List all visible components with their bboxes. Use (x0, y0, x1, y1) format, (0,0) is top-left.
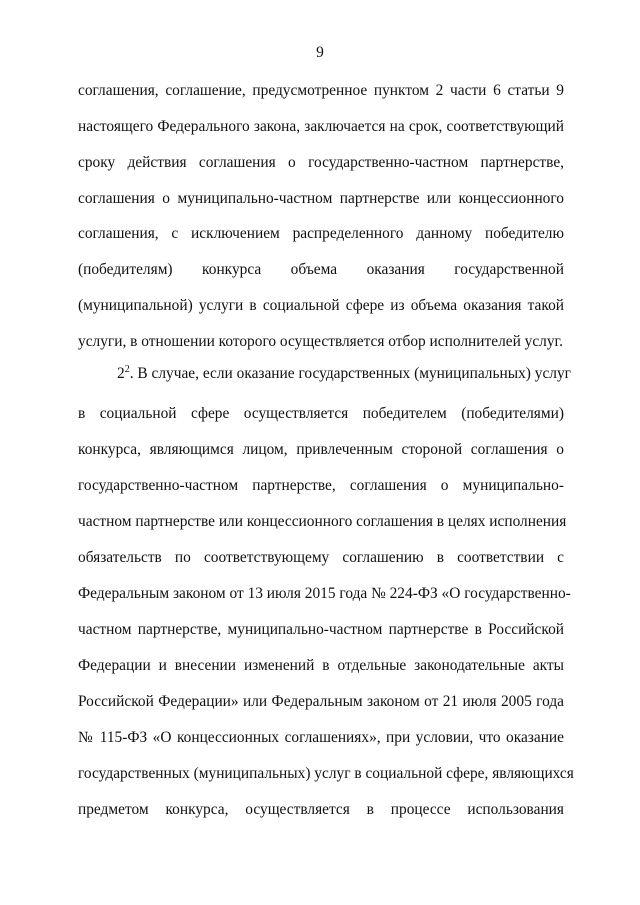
text-line-16: частном партнерстве, муниципально-частном партнерстве в Российской (78, 621, 564, 638)
text-line-11: конкурса, являющимся лицом, привлеченным стороной соглашения о (78, 441, 564, 458)
text-line-8: услуги, в отношении которого осуществляется отбор исполнителей услуг. (78, 333, 563, 350)
text-line-13: частном партнерстве или концессионного соглашения в целях исполнения (78, 513, 567, 530)
text-line-19: № 115-ФЗ «О концессионных соглашениях», при условии, что оказание (78, 729, 564, 746)
paragraph-first-line-text: . В случае, если оказание государственных (муниципальных) услуг (129, 365, 571, 382)
text-line-20: государственных (муниципальных) услуг в социальной сфере, являющихся (78, 765, 574, 782)
paragraph-number-superscript: 2 (124, 364, 130, 375)
text-line-17: Федерации и внесении изменений в отдельные законодательные акты (78, 657, 564, 674)
text-line-7: (муниципальной) услуги в социальной сфере из объема оказания такой (78, 297, 564, 314)
text-line-1: соглашения, соглашение, предусмотренное пунктом 2 части 6 статьи 9 (78, 82, 564, 99)
page-number: 9 (316, 44, 324, 61)
text-line-3: сроку действия соглашения о государственно-частном партнерстве, (78, 154, 564, 171)
paragraph-number: 2 (117, 365, 125, 382)
paragraph-2-2-first-line (117, 364, 571, 383)
text-line-14: обязательств по соответствующему соглашению в соответствии с (78, 549, 564, 566)
text-line-6: (победителям) конкурса объема оказания государственной (78, 261, 564, 278)
text-line-18: Российской Федерации» или Федеральным законом от 21 июля 2005 года (78, 693, 564, 710)
text-line-4: соглашения о муниципально-частном партнерстве или концессионного (78, 190, 564, 207)
text-line-15: Федеральным законом от 13 июля 2015 года № 224-ФЗ «О государственно- (78, 585, 571, 602)
text-line-21: предметом конкурса, осуществляется в процессе использования (78, 801, 564, 818)
text-line-10: в социальной сфере осуществляется победителем (победителями) (78, 405, 564, 422)
text-line-5: соглашения, с исключением распределенного данному победителю (78, 225, 564, 242)
text-line-2: настоящего Федерального закона, заключается на срок, соответствующий (78, 118, 564, 135)
text-line-12: государственно-частном партнерстве, соглашения о муниципально- (78, 477, 564, 494)
